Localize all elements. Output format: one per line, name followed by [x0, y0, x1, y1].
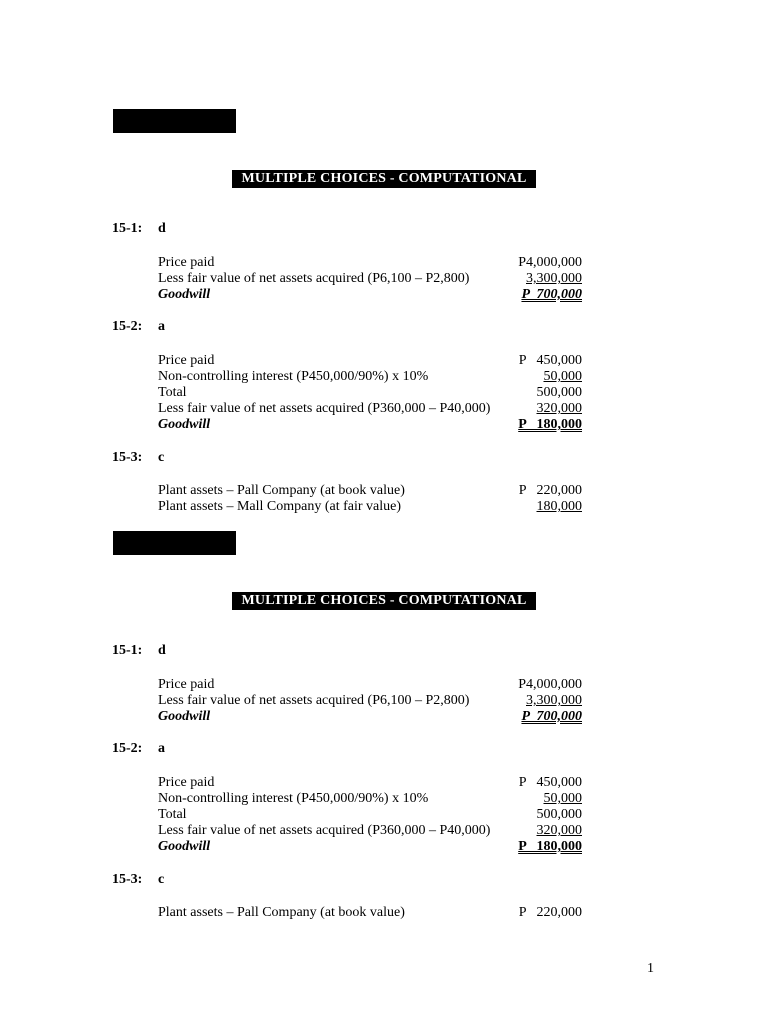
question-answer: c — [158, 450, 165, 465]
line-item-goodwill — [158, 709, 584, 725]
line-value: 3,300,000 — [526, 693, 582, 708]
line-label: Goodwill — [158, 417, 211, 432]
line-label: Plant assets – Pall Company (at book value) — [158, 483, 405, 498]
line-value: 500,000 — [536, 385, 582, 400]
line-value: P 700,000 — [521, 709, 582, 724]
line-value: 50,000 — [543, 791, 582, 806]
line-label: Plant assets – Pall Company (at book value) — [158, 905, 405, 920]
question-number: 15-3: — [112, 872, 143, 887]
line-label: Less fair value of net assets acquired (P6,100 – P2,800) — [158, 693, 470, 708]
question-heading — [112, 221, 166, 237]
line-item — [158, 791, 584, 807]
line-label: Less fair value of net assets acquired (P360,000 – P40,000) — [158, 823, 491, 838]
line-item — [158, 271, 584, 287]
line-label: Price paid — [158, 255, 215, 270]
line-item — [158, 369, 584, 385]
question-number: 15-2: — [112, 741, 143, 756]
section-banner: MULTIPLE CHOICES - COMPUTATIONAL — [232, 592, 536, 610]
question-answer: a — [158, 741, 165, 756]
line-item — [158, 807, 584, 823]
page-number: 1 — [647, 961, 654, 976]
line-item-goodwill — [158, 839, 584, 855]
section-banner: MULTIPLE CHOICES - COMPUTATIONAL — [232, 170, 536, 188]
line-item — [158, 823, 584, 839]
line-value: P 700,000 — [521, 287, 582, 302]
question-number: 15-1: — [112, 643, 143, 658]
line-item — [158, 677, 584, 693]
line-value: P 220,000 — [518, 905, 582, 920]
question-answer: d — [158, 643, 166, 658]
question-heading — [112, 450, 165, 466]
line-value: 320,000 — [536, 823, 582, 838]
line-value: 500,000 — [536, 807, 582, 822]
line-label: Less fair value of net assets acquired (P360,000 – P40,000) — [158, 401, 491, 416]
line-value: P 180,000 — [518, 839, 582, 854]
line-item — [158, 401, 584, 417]
line-label: Total — [158, 385, 187, 400]
line-value: 180,000 — [536, 499, 582, 514]
question-heading — [112, 872, 165, 888]
question-number: 15-1: — [112, 221, 143, 236]
line-item — [158, 693, 584, 709]
question-number: 15-3: — [112, 450, 143, 465]
line-label: Price paid — [158, 677, 215, 692]
question-answer: c — [158, 872, 165, 887]
line-label: Less fair value of net assets acquired (P6,100 – P2,800) — [158, 271, 470, 286]
question-heading — [112, 319, 165, 335]
line-label: Price paid — [158, 775, 215, 790]
line-value: P 450,000 — [518, 353, 582, 368]
line-item — [158, 255, 584, 271]
question-number: 15-2: — [112, 319, 143, 334]
line-item-goodwill — [158, 287, 584, 303]
line-item — [158, 775, 584, 791]
line-value: 320,000 — [536, 401, 582, 416]
line-label: Total — [158, 807, 187, 822]
line-value: P 450,000 — [518, 775, 582, 790]
line-label: Price paid — [158, 353, 215, 368]
question-heading — [112, 643, 166, 659]
redacted-heading — [113, 109, 236, 133]
line-value: 50,000 — [543, 369, 582, 384]
line-value: P 180,000 — [518, 417, 582, 432]
line-value: 3,300,000 — [526, 271, 582, 286]
line-label: Goodwill — [158, 287, 211, 302]
line-item-goodwill — [158, 417, 584, 433]
question-answer: d — [158, 221, 166, 236]
line-label: Plant assets – Mall Company (at fair value) — [158, 499, 401, 514]
line-item — [158, 499, 584, 515]
line-item — [158, 483, 584, 499]
line-label: Goodwill — [158, 709, 211, 724]
line-item — [158, 385, 584, 401]
line-value: P4,000,000 — [518, 677, 582, 692]
line-value: P4,000,000 — [518, 255, 582, 270]
line-item — [158, 905, 584, 921]
line-label: Goodwill — [158, 839, 211, 854]
line-value: P 220,000 — [518, 483, 582, 498]
line-label: Non-controlling interest (P450,000/90%) x 10% — [158, 369, 429, 384]
question-heading — [112, 741, 165, 757]
line-item — [158, 353, 584, 369]
redacted-heading — [113, 531, 236, 555]
line-label: Non-controlling interest (P450,000/90%) x 10% — [158, 791, 429, 806]
question-answer: a — [158, 319, 165, 334]
